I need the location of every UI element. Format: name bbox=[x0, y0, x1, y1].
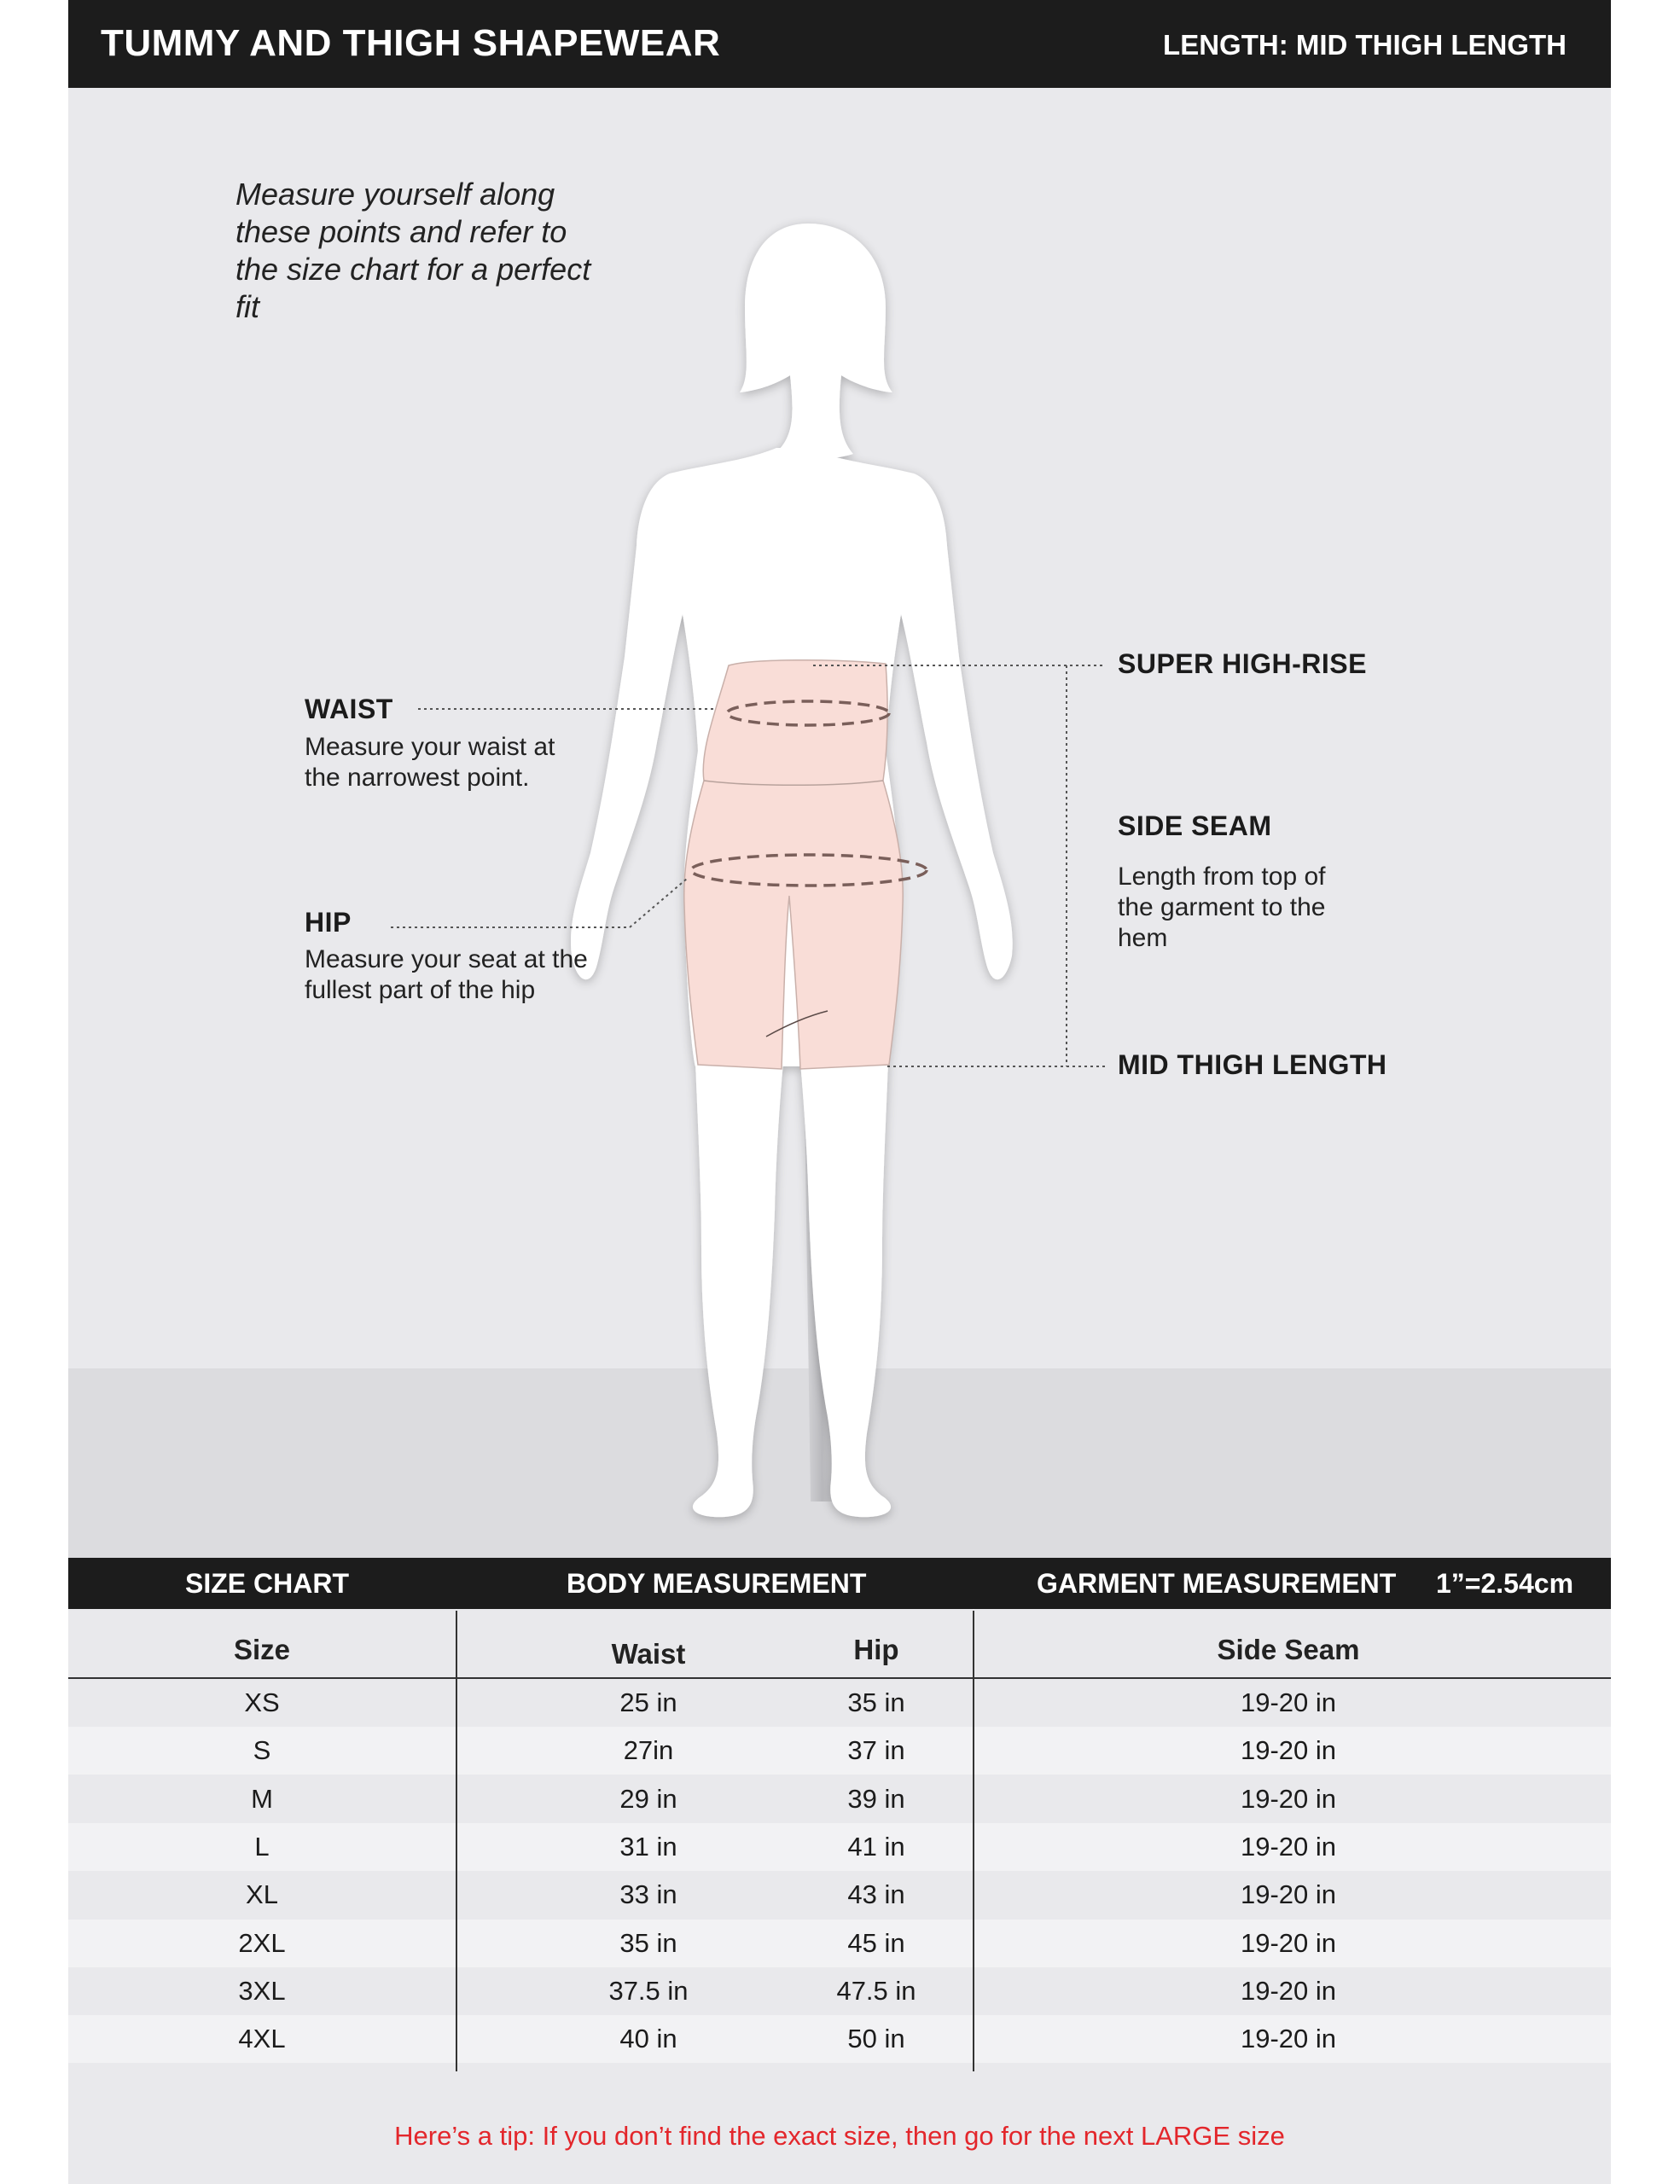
col-size: Size bbox=[233, 1634, 291, 1665]
side-seam-description: Length from top of the garment to the hem bbox=[1118, 863, 1326, 952]
waist-label: WAIST bbox=[305, 694, 393, 724]
cell-hip: 50 in bbox=[847, 2024, 905, 2054]
super-high-rise-label: SUPER HIGH-RISE bbox=[1118, 648, 1367, 679]
cell-hip: 47.5 in bbox=[836, 1975, 916, 2006]
cell-hip: 45 in bbox=[847, 1927, 905, 1958]
table-row bbox=[68, 1871, 1611, 1919]
cell-size: S bbox=[253, 1735, 271, 1766]
cell-size: XS bbox=[244, 1687, 280, 1717]
table-row bbox=[68, 1967, 1611, 2015]
table-row bbox=[68, 1823, 1611, 1871]
cell-size: 2XL bbox=[238, 1927, 286, 1958]
table-row bbox=[68, 1727, 1611, 1774]
size-guide-sheet bbox=[68, 0, 1611, 2184]
cell-hip: 35 in bbox=[847, 1687, 905, 1717]
body-measurement-heading: BODY MEASUREMENT bbox=[567, 1568, 867, 1599]
body-figure-illustration bbox=[68, 88, 1611, 1558]
table-row bbox=[68, 1679, 1611, 1727]
cell-waist: 25 in bbox=[619, 1687, 677, 1717]
table-row bbox=[68, 2015, 1611, 2063]
cell-waist: 37.5 in bbox=[608, 1975, 689, 2006]
cell-size: M bbox=[251, 1783, 273, 1814]
length-label: LENGTH: MID THIGH LENGTH bbox=[1163, 29, 1567, 61]
mid-thigh-label: MID THIGH LENGTH bbox=[1118, 1049, 1387, 1080]
col-waist: Waist bbox=[611, 1638, 686, 1670]
cell-side-seam: 19-20 in bbox=[1240, 1783, 1337, 1814]
cell-waist: 35 in bbox=[619, 1927, 677, 1958]
page-title: TUMMY AND THIGH SHAPEWEAR bbox=[101, 22, 721, 64]
col-side-seam: Side Seam bbox=[1217, 1634, 1360, 1665]
col-hip: Hip bbox=[853, 1634, 899, 1665]
cell-side-seam: 19-20 in bbox=[1240, 1927, 1337, 1958]
cell-hip: 43 in bbox=[847, 1879, 905, 1910]
cell-side-seam: 19-20 in bbox=[1240, 2024, 1337, 2054]
cell-size: 3XL bbox=[238, 1975, 286, 2006]
intro-text: Measure yourself along these points and refer to the size chart for a perfect fit bbox=[235, 177, 591, 324]
cell-size: 4XL bbox=[238, 2024, 286, 2054]
cell-waist: 31 in bbox=[619, 1831, 677, 1862]
garment-measurement-heading: GARMENT MEASUREMENT bbox=[1037, 1568, 1397, 1599]
hip-description: Measure your seat at the fullest part of the hip bbox=[305, 945, 588, 1004]
cell-side-seam: 19-20 in bbox=[1240, 1735, 1337, 1766]
cell-waist: 27in bbox=[623, 1735, 674, 1766]
cell-side-seam: 19-20 in bbox=[1240, 1687, 1337, 1717]
cell-waist: 33 in bbox=[619, 1879, 677, 1910]
cell-side-seam: 19-20 in bbox=[1240, 1831, 1337, 1862]
size-chart-heading: SIZE CHART bbox=[185, 1568, 349, 1599]
cell-waist: 40 in bbox=[619, 2024, 677, 2054]
cell-side-seam: 19-20 in bbox=[1240, 1879, 1337, 1910]
size-table-header bbox=[68, 1558, 1611, 1609]
hip-label: HIP bbox=[305, 907, 352, 938]
table-column-divider bbox=[973, 1611, 974, 2071]
cell-size: L bbox=[254, 1831, 270, 1862]
sizing-tip: Here’s a tip: If you don’t find the exact size, then go for the next LARGE size bbox=[394, 2121, 1285, 2151]
cell-hip: 41 in bbox=[847, 1831, 905, 1862]
header-bar bbox=[68, 0, 1611, 88]
cell-hip: 39 in bbox=[847, 1783, 905, 1814]
waist-description: Measure your waist at the narrowest point. bbox=[305, 733, 555, 792]
cell-hip: 37 in bbox=[847, 1735, 905, 1766]
table-row bbox=[68, 1920, 1611, 1967]
cell-side-seam: 19-20 in bbox=[1240, 1975, 1337, 2006]
cell-waist: 29 in bbox=[619, 1783, 677, 1814]
table-column-divider bbox=[456, 1611, 457, 2071]
unit-conversion: 1”=2.54cm bbox=[1436, 1568, 1574, 1599]
cell-size: XL bbox=[246, 1879, 278, 1910]
table-row bbox=[68, 1775, 1611, 1823]
side-seam-label: SIDE SEAM bbox=[1118, 810, 1272, 841]
